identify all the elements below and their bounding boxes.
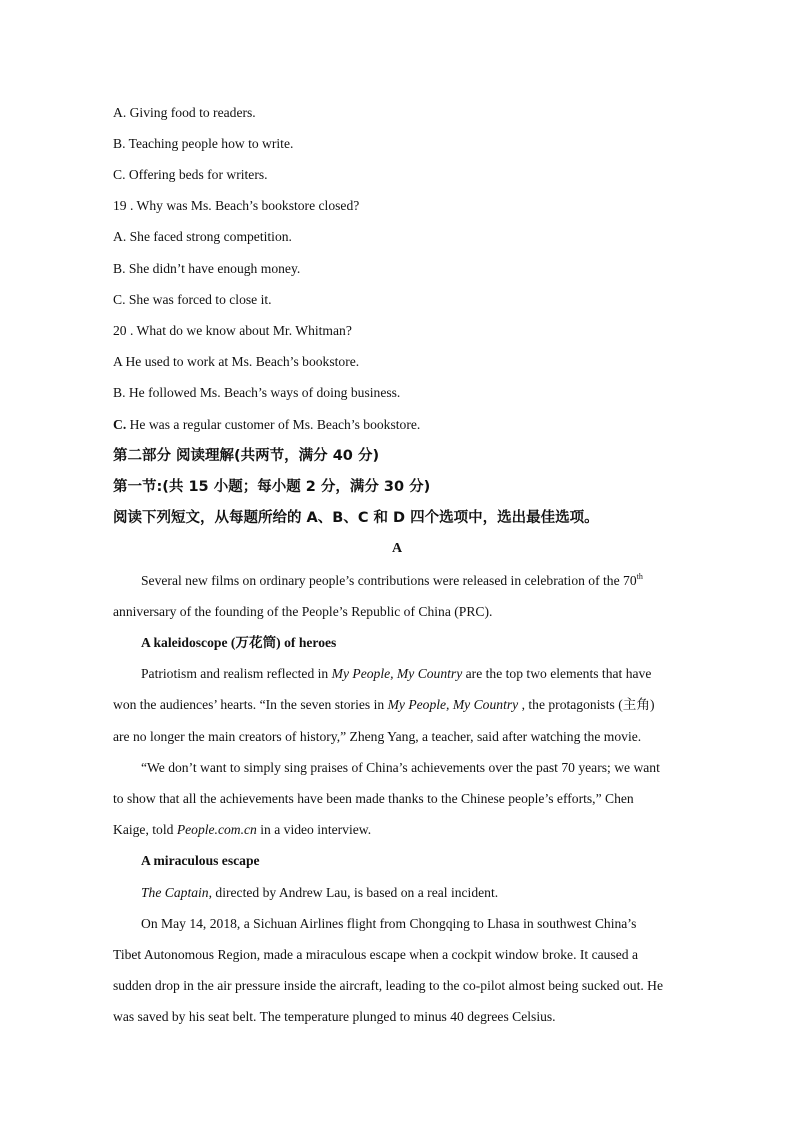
p3-text: , directed by Andrew Lau, is based on a real incident.: [208, 885, 499, 900]
q20-option-a: A He used to work at Ms. Beach’s bookstore.: [113, 354, 360, 369]
q19-question: 19 . Why was Ms. Beach’s bookstore closed?: [113, 198, 360, 213]
p2-line-2: to show that all the achievements have been made thanks to the Chinese people’s efforts,” Chen: [113, 791, 634, 806]
q18-option-c: C. Offering beds for writers.: [113, 167, 268, 182]
q18-option-a: A. Giving food to readers.: [113, 105, 256, 120]
q19-option-c: C. She was forced to close it.: [113, 292, 272, 307]
heading-escape: A miraculous escape: [141, 853, 260, 868]
intro-text: Several new films on ordinary people’s contributions were released in celebration of the 70: [141, 573, 637, 588]
p1-line-1: [141, 665, 681, 683]
q20-option-c-letter: C.: [113, 417, 127, 432]
instruction-text: 阅读下列短文，从每题所给的 A、B、C 和 D 四个选项中，选出最佳选项。: [113, 510, 599, 526]
p1-text: Patriotism and realism reflected in: [141, 666, 332, 681]
website-name: People.com.cn: [176, 822, 257, 837]
film-title: The Captain: [141, 885, 209, 900]
p4-line-3: sudden drop in the air pressure inside the aircraft, leading to the co-pilot almost being sucked out. He: [113, 978, 664, 993]
p1-line-2: [113, 696, 681, 714]
p1-line-3: are no longer the main creators of history,” Zheng Yang, a teacher, said after watching the movie.: [113, 729, 642, 744]
p2-text: in a video interview.: [256, 822, 372, 837]
p1-text: won the audiences’ hearts. “In the seven stories in: [113, 697, 388, 712]
p2-text: Kaige, told: [113, 822, 177, 837]
p1-text: are the top two elements that have: [462, 666, 652, 681]
q20-question: 20 . What do we know about Mr. Whitman?: [113, 323, 352, 338]
p4-line-4: was saved by his seat belt. The temperature plunged to minus 40 degrees Celsius.: [113, 1009, 556, 1024]
p4-line-2: Tibet Autonomous Region, made a miraculous escape when a cockpit window broke. It caused a: [113, 947, 638, 962]
heading-kaleidoscope: A kaleidoscope (万花筒) of heroes: [141, 635, 337, 650]
intro-line-2: anniversary of the founding of the People’s Republic of China (PRC).: [113, 604, 493, 619]
q19-option-a: A. She faced strong competition.: [113, 229, 292, 244]
intro-superscript: th: [636, 572, 643, 581]
p2-line-1: “We don’t want to simply sing praises of China’s achievements over the past 70 years; we want: [141, 760, 660, 775]
q20-option-c-text: He was a regular customer of Ms. Beach’s bookstore.: [126, 417, 421, 432]
film-title: My People, My Country: [331, 666, 463, 681]
film-title: My People, My Country: [387, 697, 519, 712]
section1-header: 第一节:(共 15 小题；每小题 2 分，满分 30 分): [113, 479, 431, 495]
p4-line-1: On May 14, 2018, a Sichuan Airlines flight from Chongqing to Lhasa in southwest China’s: [141, 916, 637, 931]
intro-line-1: [141, 572, 681, 590]
q20-option-c: [113, 416, 681, 434]
q18-option-b: B. Teaching people how to write.: [113, 136, 294, 151]
passage-label: A: [391, 541, 403, 556]
p3-line-1: [141, 884, 681, 902]
part2-header: 第二部分 阅读理解(共两节，满分 40 分): [113, 448, 380, 464]
q19-option-b: B. She didn’t have enough money.: [113, 261, 301, 276]
p1-text: , the protagonists (主角): [518, 697, 655, 712]
p2-line-3: [113, 821, 681, 839]
q20-option-b: B. He followed Ms. Beach’s ways of doing business.: [113, 385, 401, 400]
